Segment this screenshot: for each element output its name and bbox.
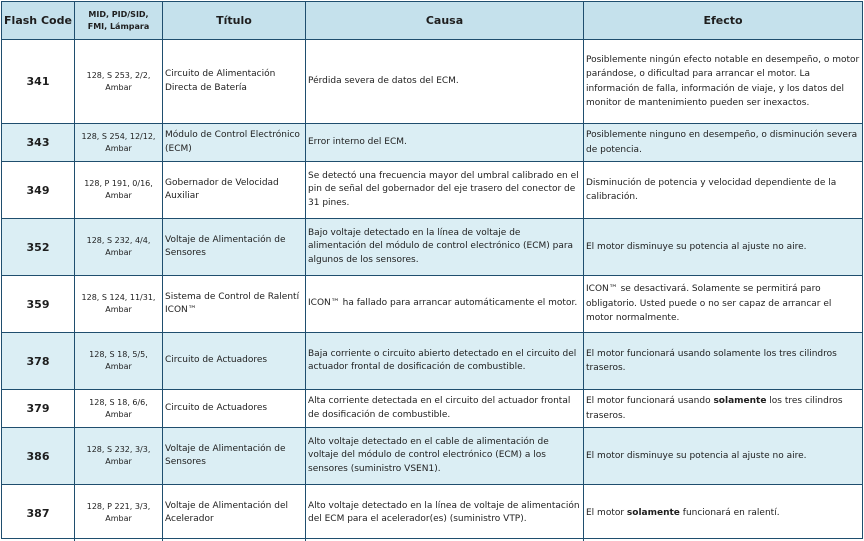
efecto-segment: El motor funcionará usando solamente los tres cilindros traseros. bbox=[586, 348, 837, 373]
header-flash-code: Flash Code bbox=[2, 2, 75, 39]
header-efecto: Efecto bbox=[584, 2, 862, 39]
efecto-cell bbox=[584, 219, 862, 275]
flash-code-cell: 386 bbox=[2, 428, 75, 484]
efecto-cell bbox=[584, 40, 862, 123]
mid-pid-fmi-cell: 128, S 253, 2/2, Ambar bbox=[75, 40, 163, 123]
mid-pid-fmi-cell: 128, S 232, 4/4, Ambar bbox=[75, 219, 163, 275]
titulo-cell: Circuito de Alimentación Directa de Batería bbox=[163, 40, 306, 123]
fault-code-table bbox=[1, 1, 863, 539]
causa-cell: Bajo voltaje detectado en la línea de voltaje de alimentación del módulo de control electrónico (ECM) para algunos de los sensores. bbox=[306, 219, 584, 275]
efecto-segment: ICON™ se desactivará. Solamente se permitirá paro obligatorio. Usted puede o no ser capaz de arrancar el motor normalmente. bbox=[586, 284, 832, 324]
causa-cell: ICON™ ha fallado para arrancar automáticamente el motor. bbox=[306, 276, 584, 332]
titulo-cell: Circuito de Actuadores bbox=[163, 333, 306, 389]
titulo-cell: Voltaje de Alimentación del Acelerador bbox=[163, 485, 306, 541]
efecto-text bbox=[586, 347, 860, 376]
causa-cell: Alto voltaje detectado en la línea de voltaje de alimentación del ECM para el acelerador(es) (suministro VTP). bbox=[306, 485, 584, 541]
efecto-segment: Posiblemente ningún efecto notable en desempeño, o motor parándose, o dificultad para arrancar el motor. La información de falla, información de viaje, y los datos del monitor de mantenimiento pueden ser inexactos. bbox=[586, 54, 860, 108]
efecto-cell bbox=[584, 276, 862, 332]
efecto-segment: El motor disminuye su potencia al ajuste no aire. bbox=[586, 241, 807, 252]
efecto-cell bbox=[584, 333, 862, 389]
causa-cell: Alta corriente detectada en el circuito del actuador frontal de dosificación de combustible. bbox=[306, 390, 584, 427]
mid-pid-fmi-cell: 128, S 18, 6/6, Ambar bbox=[75, 390, 163, 427]
header-mid: MID, PID/SID, FMI, Lámpara bbox=[75, 2, 163, 39]
table-row bbox=[2, 162, 862, 219]
mid-pid-fmi-cell: 128, P 191, 0/16, Ambar bbox=[75, 162, 163, 218]
mid-pid-fmi-cell: 128, S 254, 12/12, Ambar bbox=[75, 124, 163, 161]
flash-code-cell: 341 bbox=[2, 40, 75, 123]
table-row bbox=[2, 390, 862, 428]
titulo-cell: Módulo de Control Electrónico (ECM) bbox=[163, 124, 306, 161]
table-row bbox=[2, 219, 862, 276]
efecto-segment: El motor funcionará usando bbox=[586, 396, 714, 406]
efecto-cell bbox=[584, 428, 862, 484]
efecto-text bbox=[586, 282, 860, 326]
mid-pid-fmi-cell: 128, P 221, 3/3, Ambar bbox=[75, 485, 163, 541]
efecto-text bbox=[586, 506, 780, 521]
efecto-cell bbox=[584, 162, 862, 218]
efecto-segment: El motor bbox=[586, 507, 627, 518]
efecto-text bbox=[586, 240, 807, 255]
mid-pid-fmi-cell: 128, S 18, 5/5, Ambar bbox=[75, 333, 163, 389]
efecto-text bbox=[586, 53, 860, 111]
titulo-cell: Voltaje de Alimentación de Sensores bbox=[163, 219, 306, 275]
efecto-cell bbox=[584, 124, 862, 161]
efecto-segment: Disminución de potencia y velocidad dependiente de la calibración. bbox=[586, 177, 837, 202]
titulo-cell: Voltaje de Alimentación de Sensores bbox=[163, 428, 306, 484]
mid-pid-fmi-cell: 128, S 124, 11/31, Ambar bbox=[75, 276, 163, 332]
efecto-emphasis: solamente bbox=[713, 396, 767, 406]
efecto-text bbox=[586, 128, 860, 157]
flash-code-cell: 349 bbox=[2, 162, 75, 218]
efecto-text bbox=[586, 394, 860, 423]
causa-cell: Se detectó una frecuencia mayor del umbral calibrado en el pin de señal del gobernador del eje trasero del conector de 31 pines. bbox=[306, 162, 584, 218]
titulo-cell: Gobernador de Velocidad Auxiliar bbox=[163, 162, 306, 218]
efecto-text bbox=[586, 176, 860, 205]
table-row bbox=[2, 428, 862, 485]
causa-cell: Error interno del ECM. bbox=[306, 124, 584, 161]
flash-code-cell: 359 bbox=[2, 276, 75, 332]
titulo-cell: Circuito de Actuadores bbox=[163, 390, 306, 427]
header-causa: Causa bbox=[306, 2, 584, 39]
flash-code-cell: 343 bbox=[2, 124, 75, 161]
causa-cell: Pérdida severa de datos del ECM. bbox=[306, 40, 584, 123]
causa-cell: Alto voltaje detectado en el cable de alimentación de voltaje del módulo de control electrónico (ECM) a los sensores (suministro VSEN1). bbox=[306, 428, 584, 484]
table-row bbox=[2, 124, 862, 162]
causa-cell: Baja corriente o circuito abierto detectado en el circuito del actuador frontal de dosificación de combustible. bbox=[306, 333, 584, 389]
flash-code-cell: 378 bbox=[2, 333, 75, 389]
flash-code-cell: 352 bbox=[2, 219, 75, 275]
efecto-segment: los tres cilindros traseros. bbox=[586, 396, 843, 421]
efecto-segment: El motor disminuye su potencia al ajuste no aire. bbox=[586, 450, 807, 461]
efecto-cell bbox=[584, 390, 862, 427]
table-row bbox=[2, 485, 862, 541]
table-header-row bbox=[2, 2, 862, 40]
efecto-segment: Posiblemente ninguno en desempeño, o disminución severa de potencia. bbox=[586, 130, 858, 155]
efecto-text bbox=[586, 449, 807, 464]
flash-code-cell: 379 bbox=[2, 390, 75, 427]
titulo-cell: Sistema de Control de Ralentí ICON™ bbox=[163, 276, 306, 332]
efecto-emphasis: solamente bbox=[626, 507, 680, 518]
efecto-segment: funcionará en ralentí. bbox=[679, 507, 780, 518]
efecto-cell bbox=[584, 485, 862, 541]
table-row bbox=[2, 276, 862, 333]
flash-code-cell: 387 bbox=[2, 485, 75, 541]
table-body bbox=[2, 40, 862, 541]
table-row bbox=[2, 333, 862, 390]
mid-pid-fmi-cell: 128, S 232, 3/3, Ambar bbox=[75, 428, 163, 484]
table-row bbox=[2, 40, 862, 124]
header-titulo: Título bbox=[163, 2, 306, 39]
